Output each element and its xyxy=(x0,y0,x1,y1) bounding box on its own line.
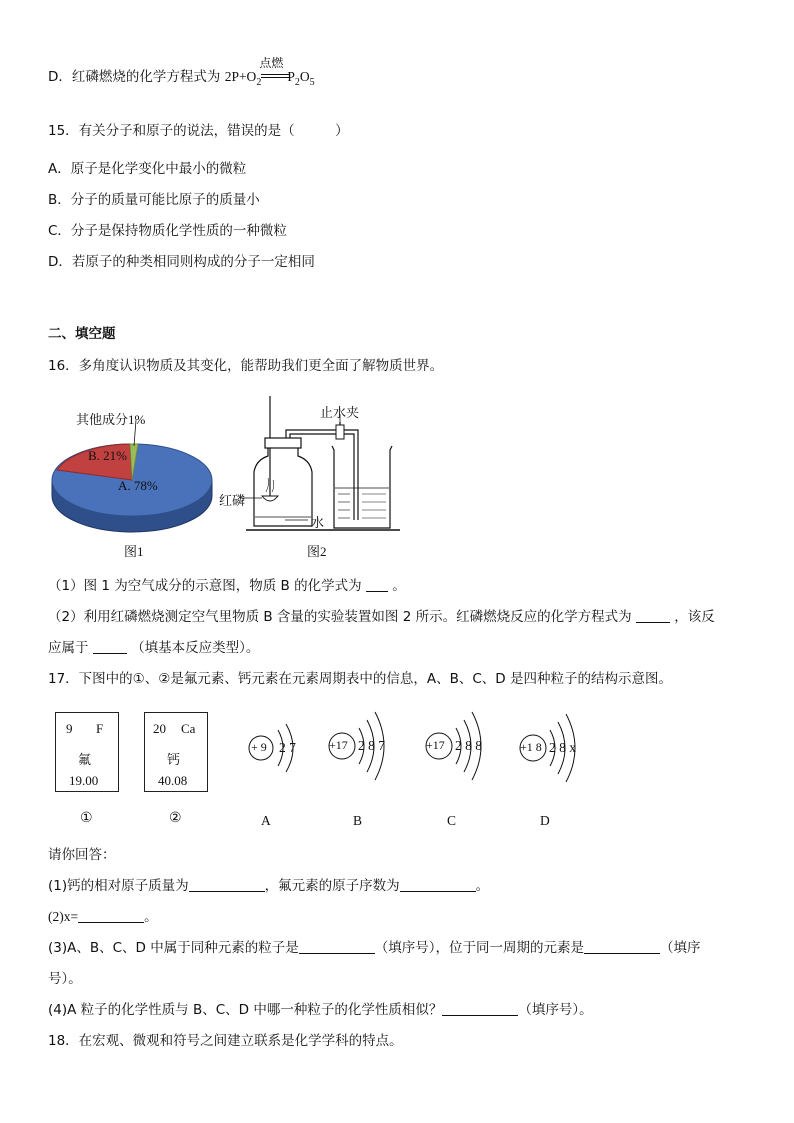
equation-left: $2P+O_2$ xyxy=(224,69,262,88)
particle-b-label: B xyxy=(353,813,363,828)
section-heading: 二、填空题 xyxy=(48,326,116,342)
particle-d-label: D xyxy=(540,813,550,828)
figure-2-caption: 图2 xyxy=(307,544,327,559)
q17-sub1: (1)钙的相对原子质量为 ，氟元素的原子序数为 。 xyxy=(48,878,490,894)
q15-option-a: A．原子是化学变化中最小的微粒 xyxy=(48,161,247,177)
particle-a-electrons: 2 7 xyxy=(279,740,296,755)
q15-option-c: C．分子是保持物质化学性质的一种微粒 xyxy=(48,223,287,239)
clamp-label: 止水夹 xyxy=(320,406,360,421)
q17-sub3-cont: 号）。 xyxy=(48,971,82,987)
q15-option-b: B．分子的质量可能比原子的质量小 xyxy=(48,192,260,208)
answer-blank[interactable] xyxy=(636,609,670,623)
q17-sub4: (4)A 粒子的化学性质与 B、C、D 中哪一种粒子的化学性质相似？ （填序号）。 xyxy=(48,1002,593,1018)
q16-sub1: （1）图 1 为空气成分的示意图，物质 B 的化学式为 。 xyxy=(48,578,406,594)
beaker xyxy=(332,446,392,528)
pie-a-label: A. 78% xyxy=(118,478,158,493)
water-label: 水 xyxy=(311,516,325,531)
particle-c-electrons: 2 8 8 xyxy=(455,738,482,753)
particle-a-nucleus: + 9 xyxy=(251,740,267,754)
particle-d-nucleus: +1 8 xyxy=(520,740,542,754)
marker-2: ② xyxy=(169,811,182,826)
marker-1: ① xyxy=(80,811,93,826)
answer-blank[interactable] xyxy=(299,940,375,954)
q17-sub3: (3)A、B、C、D 中属于同种元素的粒子是 （填序号），位于同一周期的元素是 （填序 xyxy=(48,940,701,956)
stopper xyxy=(265,438,301,448)
answer-blank[interactable] xyxy=(584,940,660,954)
phosphorus-label: 红磷 xyxy=(219,494,246,509)
answer-blank[interactable] xyxy=(442,1002,518,1016)
q15-option-d: D．若原子的种类相同则构成的分子一定相同 xyxy=(48,254,315,270)
condition-text: 点燃 xyxy=(259,56,284,70)
particle-b-nucleus: +17 xyxy=(329,738,348,752)
figure-1-caption: 图1 xyxy=(124,544,144,559)
element-cell-calcium: 20 Ca 钙 40.08 xyxy=(144,712,208,792)
pie-other-label: 其他成分1% xyxy=(76,412,146,428)
answer-blank[interactable] xyxy=(78,909,144,923)
particle-b-electrons: 2 8 7 xyxy=(358,738,385,753)
q17-stem: 17．下图中的①、②是氟元素、钙元素在元素周期表中的信息，A、B、C、D 是四种粒子的结构示意图。 xyxy=(48,671,672,687)
combustion-spoon xyxy=(262,496,278,501)
equals-sign xyxy=(261,74,289,78)
element-cell-fluorine: 9 F 氟 19.00 xyxy=(55,712,119,792)
answer-blank[interactable] xyxy=(93,640,127,654)
q14-option-d-text: D．红磷燃烧的化学方程式为 xyxy=(48,69,225,85)
q18-stem: 18．在宏观、微观和符号之间建立联系是化学学科的特点。 xyxy=(48,1033,403,1049)
q16-sub2-line2: 应属于 （填基本反应类型）。 xyxy=(48,640,260,656)
answer-blank[interactable] xyxy=(189,878,265,892)
q15-stem: 15．有关分子和原子的说法，错误的是（ ） xyxy=(48,123,349,139)
particle-a-label: A xyxy=(261,813,271,828)
reaction-condition xyxy=(259,56,287,86)
particle-c-nucleus: +17 xyxy=(426,738,445,752)
q14-option-d xyxy=(48,56,315,92)
particle-d-electrons: 2 8 x xyxy=(549,740,576,755)
q16-stem: 16．多角度认识物质及其变化，能帮助我们更全面了解物质世界。 xyxy=(48,358,444,374)
answer-blank[interactable] xyxy=(366,578,388,592)
delivery-tube xyxy=(286,422,358,520)
particle-c-label: C xyxy=(447,813,457,828)
answer-blank[interactable] xyxy=(400,878,476,892)
pie-b-label: B. 21% xyxy=(88,448,127,463)
q17-prompt: 请你回答： xyxy=(48,847,116,863)
q17-sub2: (2)x= 。 xyxy=(48,909,158,925)
water-clamp xyxy=(336,425,344,439)
equation-right: $P_2O_5$ xyxy=(287,69,315,88)
q16-sub2-line1: （2）利用红磷燃烧测定空气里物质 B 含量的实验装置如图 2 所示。红磷燃烧反应的化学方程式为 ，该反 xyxy=(48,609,715,625)
